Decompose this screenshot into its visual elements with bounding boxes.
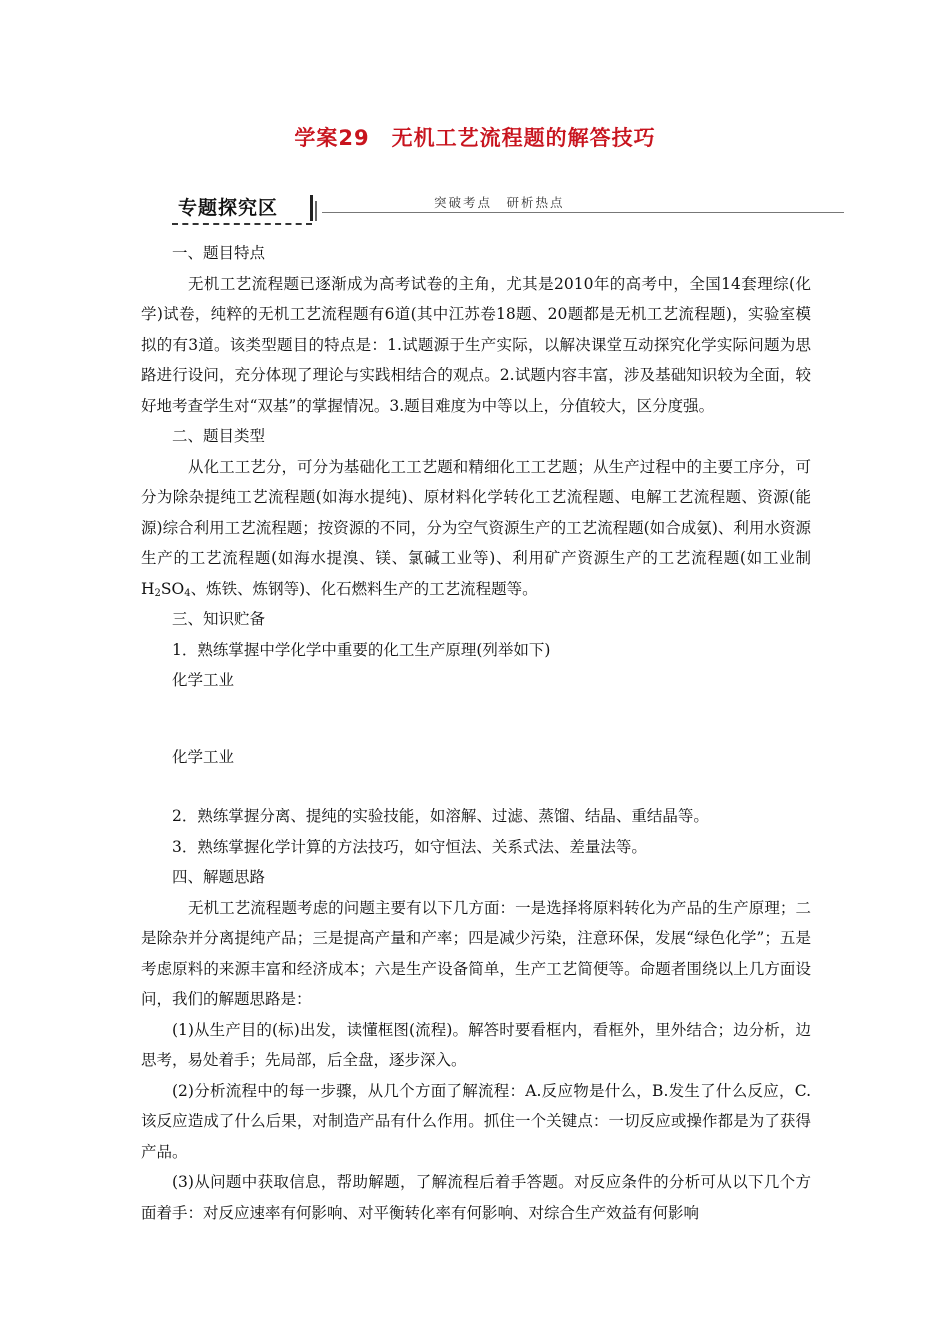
section-heading-types: 二、题目类型 xyxy=(172,427,266,445)
types-text-b: SO xyxy=(160,579,185,598)
approach-step-2: (2)分析流程中的每一步骤，从几个方面了解流程：A.反应物是什么，B.发生了什么反应，C.该反应造成了什么后果，对制造产品有什么作用。抓住一个关键点：一切反应或操作都是为了获得产品。 xyxy=(141,1081,811,1161)
body-text-bottom xyxy=(141,801,811,1228)
banner-dashed-underline xyxy=(172,223,312,225)
approach-step-1: (1)从生产目的(标)出发，读懂框图(流程)。解答时要看框内，看框外，里外结合；边分析，边思考，易处着手；先局部，后全盘，逐步深入。 xyxy=(141,1020,811,1069)
section-heading-knowledge: 三、知识贮备 xyxy=(172,610,266,628)
banner-divider-bar xyxy=(310,195,313,221)
types-text-c: 、炼铁、炼钢等)、化石燃料生产的工艺流程题等。 xyxy=(190,579,538,598)
body-text-upper xyxy=(141,238,811,696)
approach-step-3: (3)从问题中获取信息，帮助解题，了解流程后着手答题。对反应条件的分析可从以下几个方面着手：对反应速率有何影响、对平衡转化率有何影响、对综合生产效益有何影响 xyxy=(141,1173,811,1222)
banner-divider-bar-thin xyxy=(315,201,317,221)
paragraph-types xyxy=(141,452,811,605)
knowledge-item-1: 1．熟练掌握中学化学中重要的化工生产原理(列举如下) xyxy=(172,640,551,659)
knowledge-item-3: 3．熟练掌握化学计算的方法技巧，如守恒法、关系式法、差量法等。 xyxy=(172,837,647,856)
knowledge-item-2: 2．熟练掌握分离、提纯的实验技能，如溶解、过滤、蒸馏、结晶、重结晶等。 xyxy=(172,807,709,825)
subscript-4: 4 xyxy=(184,587,191,599)
page-title: 学案29 无机工艺流程题的解答技巧 xyxy=(294,126,656,150)
types-text-a: 从化工工艺分，可分为基础化工工艺题和精细化工工艺题；从生产过程中的主要工序分，可分为除杂提纯工艺流程题(如海水提纯)、原材料化学转化工艺流程题、电解工艺流程题、资源(能源)综合利用工艺流程题；按资源的不同，分为空气资源生产的工艺流程题(如合成氨)、利用水资源生产的工艺流程题(如海水提溴、镁、氯碱工业等)、利用矿产资源生产的工艺流程题(如工业制H xyxy=(141,457,811,598)
banner-label: 专题探究区 xyxy=(178,197,279,219)
subscript-2: 2 xyxy=(154,587,161,599)
industry-label-1: 化学工业 xyxy=(172,671,235,689)
body-text-lower xyxy=(141,742,811,773)
paragraph-features: 无机工艺流程题已逐渐成为高考试卷的主角，尤其是2010年的高考中，全国14套理综(化学)试卷，纯粹的无机工艺流程题有6道(其中江苏卷18题、20题都是无机工艺流程题)，实验室模拟的有3道。该类型题目的特点是：1.试题源于生产实际，以解决课堂互动探究化学实际问题为思路进行设问，充分体现了理论与实践相结合的观点。2.试题内容丰富，涉及基础知识较为全面，较好地考查学生对“双基”的掌握情况。3.题目难度为中等以上，分值较大，区分度强。 xyxy=(141,274,811,415)
paragraph-approach: 无机工艺流程题考虑的问题主要有以下几方面：一是选择将原料转化为产品的生产原理；二是除杂并分离提纯产品；三是提高产量和产率；四是减少污染，注意环保，发展“绿色化学”；五是考虑原料的来源丰富和经济成本；六是生产设备简单，生产工艺简便等。命题者围绕以上几方面设问，我们的解题思路是： xyxy=(141,898,811,1008)
industry-label-2: 化学工业 xyxy=(172,748,235,766)
section-heading-approach: 四、解题思路 xyxy=(172,868,266,886)
section-heading-features: 一、题目特点 xyxy=(172,244,266,262)
banner-tagline: 突破考点 研析热点 xyxy=(434,195,565,210)
section-banner xyxy=(172,193,844,227)
banner-rule xyxy=(322,212,844,213)
